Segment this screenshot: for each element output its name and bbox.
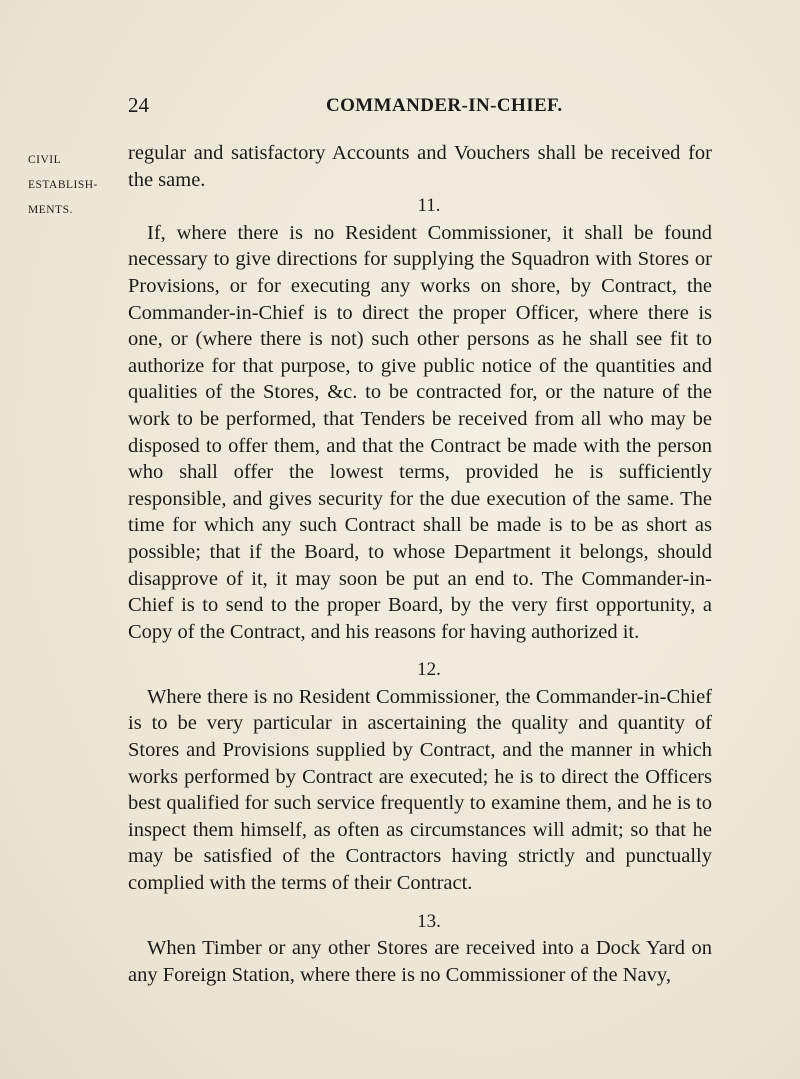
section-number-13: 13. (417, 910, 441, 932)
running-head: COMMANDER-IN-CHIEF. (326, 95, 563, 116)
section-paragraph-13: When Timber or any other Stores are received into a Dock Yard on any Foreign Station, where there is no Commissioner of the Navy, (128, 937, 712, 986)
section-paragraph-11: If, where there is no Resident Commissioner, it shall be found necessary to give directions for supplying the Squadron with Stores or Provisions, or for executing any works on shore, by Contract, the Commander-in-Chief is to direct the proper Officer, where there is one, or (where there is not) such other persons as he shall see fit to authorize for that purpose, to give public notice of the quantities and qualities of the Stores, &c. to be contracted for, or the nature of the work to be performed, that Tenders be received from all who may be disposed to offer them, and that the Contract be made with the person who shall offer the lowest terms, provided he is sufficiently responsible, and gives security for the due execution of the same. The time for which any such Contract shall be made is to be as short as possible; that if the Board, to whose Department it belongs, should disapprove of it, it may soon be put an end to. The Commander-in-Chief is to send to the proper Board, by the very first opportunity, a Copy of the Contract, and his reasons for having authorized it. (128, 221, 712, 643)
margin-note-line: ESTABLISH- (28, 179, 98, 191)
page-header (0, 93, 800, 123)
margin-note-line: MENTS. (28, 204, 73, 216)
section-number-11: 11. (417, 195, 441, 217)
continuation-paragraph: regular and satisfactory Accounts and Vouchers shall be received for the same. (128, 142, 712, 191)
section-paragraph-12: Where there is no Resident Commissioner, the Commander-in-Chief is to be very particular in ascertaining the quality and quantity of Stores and Provisions supplied by Contract, and the manner in which works performed by Contract are executed; he is to direct the Officers best qualified for such service frequently to examine them, and he is to inspect them himself, as often as circumstances will admit; so that he may be satisfied of the Contractors having strictly and punctually complied with the terms of their Contract. (128, 685, 712, 895)
margin-note (28, 148, 114, 223)
margin-note-line: CIVIL (28, 154, 62, 166)
body-text (128, 140, 712, 988)
section-number-12: 12. (417, 659, 441, 681)
page-number: 24 (128, 93, 149, 117)
